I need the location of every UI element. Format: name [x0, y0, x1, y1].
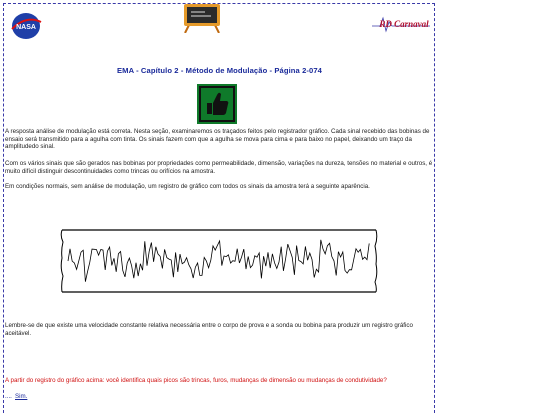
rd-carnaval-text: RD Carnaval	[379, 19, 429, 29]
strip-chart-recording	[58, 228, 380, 294]
chart-trace	[68, 240, 369, 282]
page-frame	[3, 3, 435, 413]
paragraph-velocity: Lembre-se de que existe uma velocidade constante relativa necessária entre o corpo de prova e a sonda ou bobina para produzir um registro gráfico aceitável.	[5, 322, 413, 337]
answer-yes-link[interactable]: Sim.	[15, 393, 28, 400]
answer-bullet: ....	[5, 393, 12, 400]
paragraph-normal-conditions: Em condições normais, sem análise de modulação, um registro de gráfico com todos os sinais da amostra terá a seguinte aparência.	[5, 183, 370, 190]
rd-carnaval-logo	[370, 14, 432, 34]
paragraph-intro: A resposta análise de modulação está correta. Nesta seção, examinaremos os traçados feitos pelo registrador gráfico. Cada sinal recebido das bobinas de ensaio será transmitido para a agulha com tinta. Os sinais fazem com que a agulha se mova para cima e para baixo no papel, deixando um traço da amplitudedo sinal.	[5, 128, 430, 151]
thumbs-up-icon	[197, 84, 237, 124]
chalkboard-icon	[181, 3, 223, 33]
page-title: EMA - Capítulo 2 - Método de Modulação - Página 2-074	[116, 66, 322, 75]
paragraph-signals: Com os vários sinais que são gerados nas bobinas por propriedades como permeabilidade, dimensão, variações na dureza, tensões no material e outros, é muito difícil distinguir descontinuidades como trincas ou orifícios na amostra.	[5, 160, 433, 175]
nasa-logo-text: NASA	[16, 24, 36, 31]
question-text: A partir do registro do gráfico acima: você identifica quais picos são trincas, furos, mudanças de dimensão ou mudanças de condutividade?	[5, 377, 387, 384]
nasa-logo	[9, 11, 43, 41]
